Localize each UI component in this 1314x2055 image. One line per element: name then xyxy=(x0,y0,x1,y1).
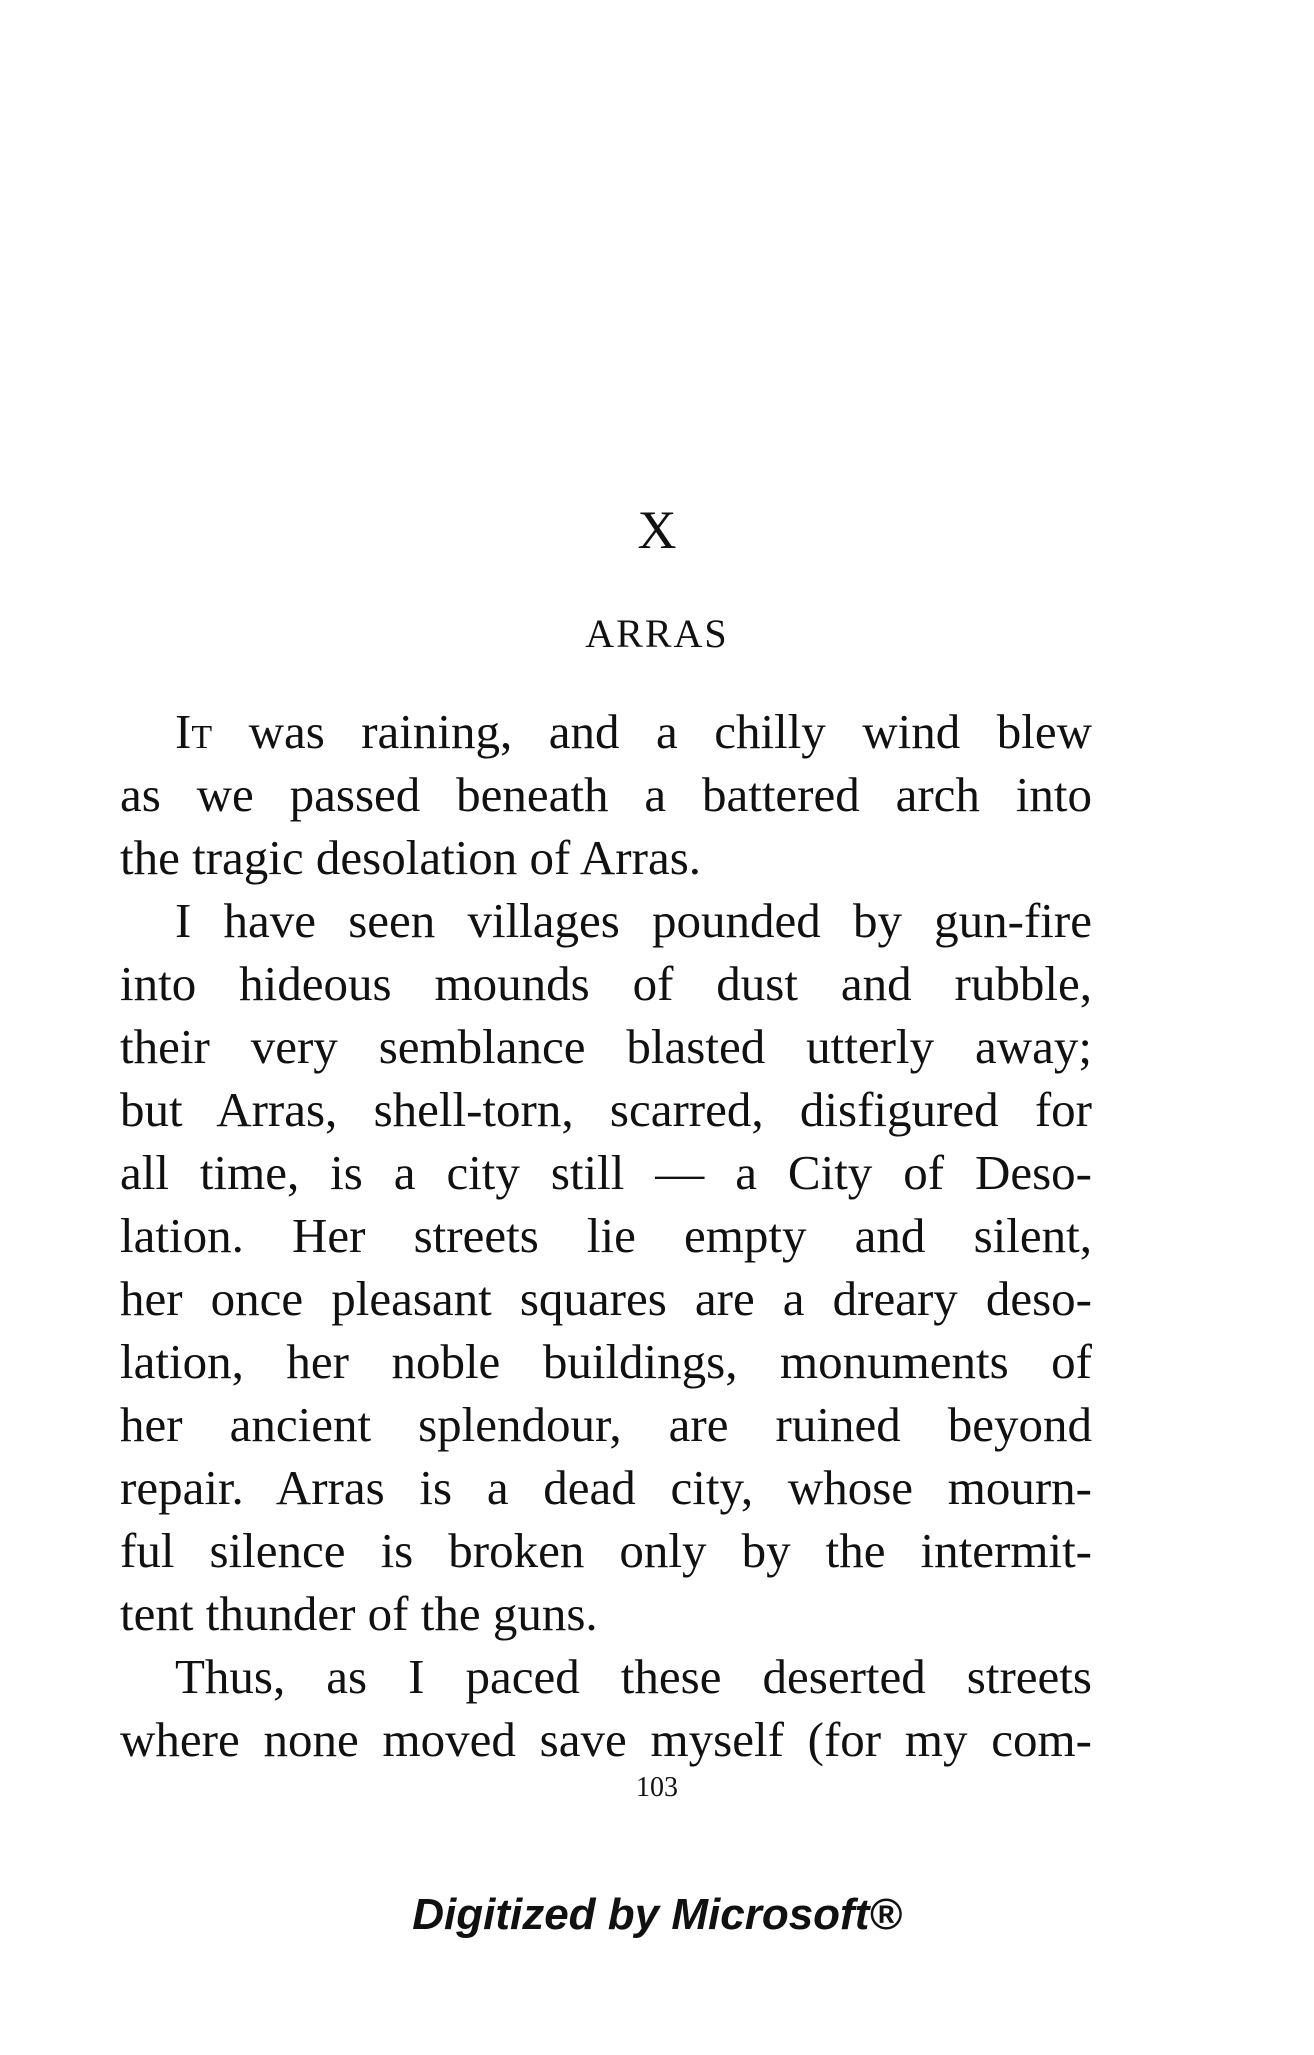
text-line: lation. Her streets lie empty and silent, xyxy=(120,1208,1092,1263)
chapter-title: ARRAS xyxy=(585,611,729,656)
paragraph-2 xyxy=(120,889,1092,1645)
text-line: as we passed beneath a battered arch into xyxy=(120,767,1092,822)
text-line: her ancient splendour, are ruined beyond xyxy=(120,1397,1092,1452)
text-line: all time, is a city still — a City of Deso- xyxy=(120,1145,1092,1200)
text-line: repair. Arras is a dead city, whose mourn- xyxy=(120,1460,1092,1515)
text-line: ful silence is broken only by the intermit- xyxy=(120,1523,1092,1578)
chapter-number: X xyxy=(637,500,677,560)
page-number: 103 xyxy=(636,1772,678,1803)
text-line: I have seen villages pounded by gun-fire xyxy=(175,893,1092,948)
text-line: where none moved save myself (for my com- xyxy=(120,1712,1092,1767)
digitization-watermark: Digitized by Microsoft® xyxy=(412,1890,902,1939)
text-line: but Arras, shell-torn, scarred, disfigured for xyxy=(120,1082,1092,1137)
text-line: lation, her noble buildings, monuments of xyxy=(120,1334,1092,1389)
text-line: her once pleasant squares are a dreary deso- xyxy=(120,1271,1092,1326)
text-line: It was raining, and a chilly wind blew xyxy=(175,704,1092,759)
text-line: their very semblance blasted utterly away; xyxy=(120,1019,1092,1074)
paragraph-1 xyxy=(120,700,1092,889)
text-line: the tragic desolation of Arras. xyxy=(120,830,702,885)
paragraph-3 xyxy=(120,1645,1092,1771)
body-text xyxy=(120,700,1092,1771)
text-line: into hideous mounds of dust and rubble, xyxy=(120,956,1092,1011)
drop-word: It xyxy=(175,704,213,759)
text-line: Thus, as I paced these deserted streets xyxy=(175,1649,1092,1704)
text-line: tent thunder of the guns. xyxy=(120,1586,598,1641)
